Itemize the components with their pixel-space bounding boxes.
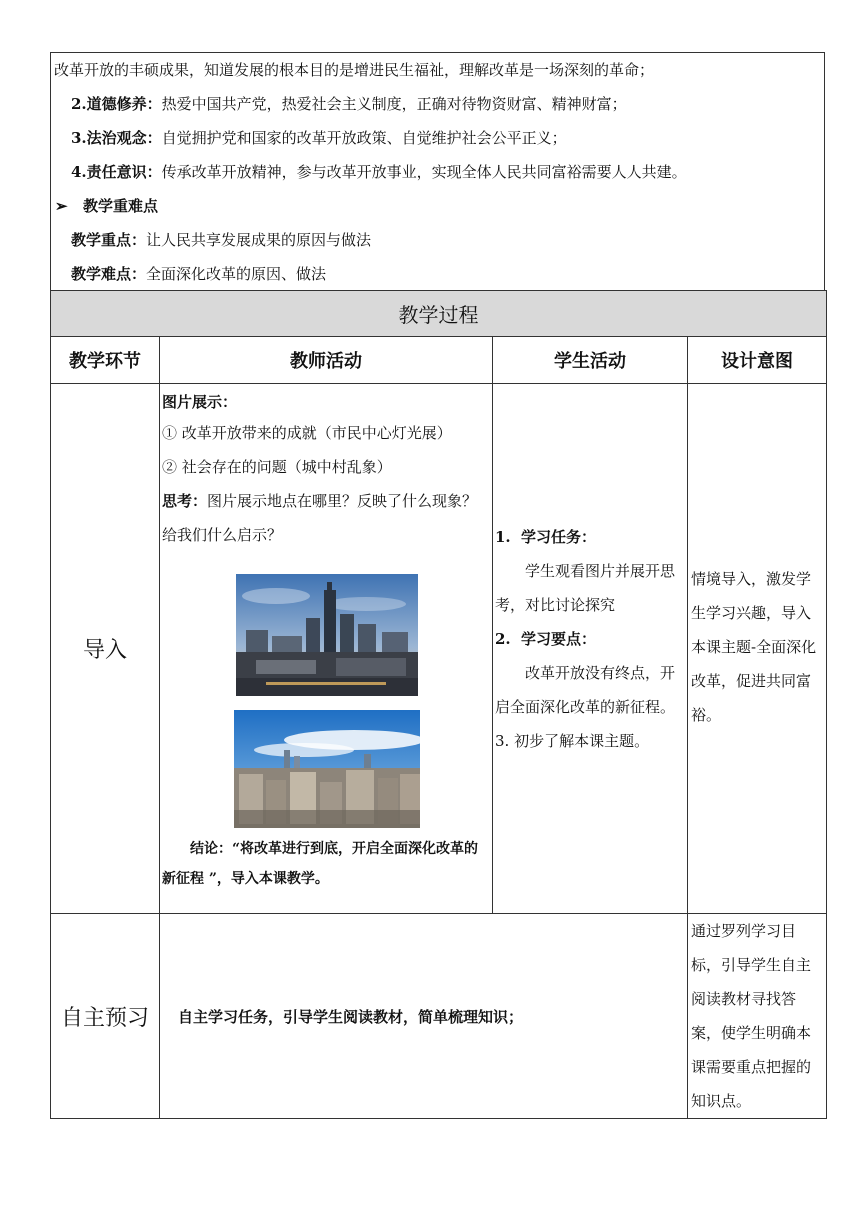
table-row	[51, 384, 827, 914]
conclusion-text: 结论：“将改革进行到底，开启全面深化改革的新征程 ”，导入本课教学。	[162, 841, 479, 887]
show-label: 图片展示：	[162, 393, 238, 411]
table-header-row	[51, 337, 827, 384]
objective-line-1: 改革开放的丰硕成果，知道发展的根本目的是增进民生福祉，理解改革是一场深刻的革命；	[54, 61, 655, 79]
header-student: 学生活动	[493, 337, 688, 384]
show-item-2: ② 社会存在的问题（城中村乱象）	[162, 458, 392, 476]
header-teacher: 教师活动	[160, 337, 493, 384]
show-item-1: ① 改革开放带来的成就（市民中心灯光展）	[162, 424, 452, 442]
student-activity-intro	[493, 384, 688, 914]
difficulty-heading-text: 教学重难点	[83, 197, 159, 215]
difficult-point	[51, 257, 824, 291]
point-number: 2.	[495, 630, 511, 648]
key-point-label: 教学重点：	[71, 231, 147, 249]
task-label: 学习任务：	[521, 528, 597, 546]
difficult-point-text: 全面深化改革的原因、做法	[146, 265, 327, 283]
key-point-text: 让人民共享发展成果的原因与做法	[146, 231, 372, 249]
process-title: 教学过程	[51, 291, 827, 337]
objective-moral	[51, 87, 824, 121]
objective-label: 3.法治观念：	[71, 129, 162, 147]
objective-text: 热爱中国共产党，热爱社会主义制度，正确对待物资财富、精神财富；	[161, 95, 627, 113]
objective-label: 4.责任意识：	[71, 163, 162, 181]
objective-text: 自觉拥护党和国家的改革开放政策、自觉维护社会公平正义；	[161, 129, 567, 147]
teaching-process-table	[50, 290, 827, 1119]
design-intent-self-study: 通过罗列学习目标，引导学生自主阅读教材寻找答案，使学生明确本课需要重点把握的知识点。	[688, 914, 827, 1119]
objectives-section	[50, 52, 825, 290]
difficulty-heading	[51, 189, 824, 223]
think-label: 思考：	[162, 492, 208, 510]
point-heading	[495, 622, 685, 656]
objective-law	[51, 121, 824, 155]
task-number: 1.	[495, 528, 511, 546]
arrow-bullet-icon: ➢	[55, 197, 68, 215]
teacher-activity-intro	[160, 384, 493, 914]
lesson-plan-document	[50, 52, 825, 1119]
difficult-point-label: 教学难点：	[71, 265, 147, 283]
think-text: 图片展示地点在哪里？反映了什么现象？给我们什么启示？	[162, 492, 478, 544]
table-title-row	[51, 291, 827, 337]
header-stage: 教学环节	[51, 337, 160, 384]
objective-label: 2.道德修养：	[71, 95, 162, 113]
teacher-activity-self-study: 自主学习任务，引导学生阅读教材，简单梳理知识；	[160, 914, 688, 1119]
objective-text: 传承改革开放精神，参与改革开放事业，实现全体人民共同富裕需要人人共建。	[161, 163, 687, 181]
key-point	[51, 223, 824, 257]
urban-village-photo	[234, 710, 420, 828]
objective-responsibility	[51, 155, 824, 189]
task-heading	[495, 520, 685, 554]
design-intent-intro: 情境导入，激发学生学习兴趣，导入本课主题-全面深化改革，促进共同富裕。	[688, 384, 827, 914]
table-row	[51, 914, 827, 1119]
point-text: 改革开放没有终点，开启全面深化改革的新征程。	[495, 664, 676, 716]
stage-intro: 导入	[51, 384, 160, 914]
point-label: 学习要点：	[521, 630, 597, 648]
task-text: 学生观看图片并展开思考，对比讨论探究	[495, 562, 676, 614]
think-question	[162, 484, 492, 552]
header-intent: 设计意图	[688, 337, 827, 384]
student-item-3: 3. 初步了解本课主题。	[495, 732, 650, 750]
city-night-photo	[236, 574, 418, 696]
stage-self-study: 自主预习	[51, 914, 160, 1119]
